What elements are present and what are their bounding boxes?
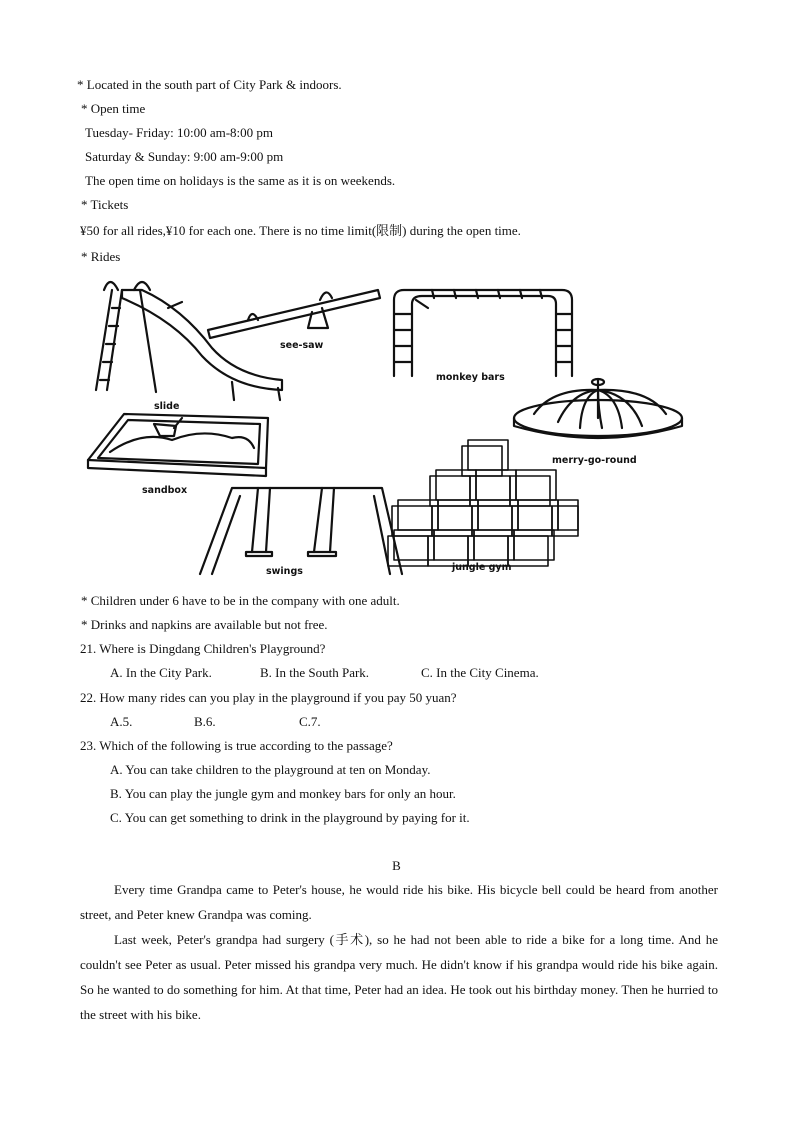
seesaw-label: see-saw: [280, 340, 324, 351]
seesaw-drawing: [208, 290, 380, 338]
location-line: * Located in the south part of City Park & indoors.: [77, 77, 342, 92]
merry-go-round-drawing: [514, 379, 682, 438]
section-b-heading: B: [392, 858, 401, 873]
jungle-gym-drawing: [388, 440, 578, 566]
rides-heading: * Rides: [81, 249, 121, 264]
children-note: * Children under 6 have to be in the company with one adult.: [81, 593, 400, 608]
holiday-note: The open time on holidays is the same as it is on weekends.: [85, 173, 396, 188]
question-23-option-a[interactable]: A. You can take children to the playground at ten on Monday.: [110, 762, 431, 777]
section-b-paragraph-2: Last week, Peter's grandpa had surgery (手术), so he had not been able to ride a bike for a long time. And he couldn't see Peter as usual. Peter missed his grandpa very much. He didn't know if his grandpa would ride his bike again. So he wanted to do something for him. At that time, Peter had an idea. He took out his birthday money. Then he hurried to the street with his bike.: [80, 932, 718, 1022]
question-21-option-b[interactable]: B. In the South Park.: [260, 665, 370, 680]
weekday-hours: Tuesday- Friday: 10:00 am-8:00 pm: [85, 125, 274, 140]
slide-label: slide: [154, 401, 180, 412]
question-23-option-c[interactable]: C. You can get something to drink in the playground by paying for it.: [110, 810, 470, 825]
merry-go-round-label: merry-go-round: [552, 455, 637, 466]
section-b-paragraph-1: Every time Grandpa came to Peter's house, he would ride his bike. His bicycle bell could be heard from another street, and Peter knew Grandpa was coming.: [80, 882, 718, 922]
swings-label: swings: [266, 566, 303, 577]
rides-illustration: [82, 268, 700, 580]
sandbox-label: sandbox: [142, 485, 188, 496]
question-21-option-a[interactable]: A. In the City Park.: [110, 665, 212, 680]
drinks-note: * Drinks and napkins are available but not free.: [81, 617, 328, 632]
question-22-option-a[interactable]: A.5.: [110, 714, 133, 729]
question-22-option-c[interactable]: C.7.: [299, 714, 321, 729]
question-23: 23. Which of the following is true according to the passage?: [80, 738, 393, 753]
question-21-option-c[interactable]: C. In the City Cinema.: [421, 665, 539, 680]
question-21: 21. Where is Dingdang Children's Playground?: [80, 641, 326, 656]
monkey-bars-drawing: [394, 290, 572, 376]
swings-drawing: [200, 488, 402, 574]
tickets-text: ¥50 for all rides,¥10 for each one. There is no time limit(限制) during the open time.: [80, 223, 521, 238]
question-22: 22. How many rides can you play in the playground if you pay 50 yuan?: [80, 690, 457, 705]
slide-drawing: [96, 282, 282, 400]
monkey-bars-label: monkey bars: [436, 372, 505, 383]
open-time-heading: * Open time: [81, 101, 146, 116]
tickets-heading: * Tickets: [81, 197, 129, 212]
weekend-hours: Saturday & Sunday: 9:00 am-9:00 pm: [85, 149, 284, 164]
sandbox-drawing: [88, 414, 268, 476]
jungle-gym-label: jungle gym: [452, 562, 512, 573]
question-22-option-b[interactable]: B.6.: [194, 714, 216, 729]
question-23-option-b[interactable]: B. You can play the jungle gym and monkey bars for only an hour.: [110, 786, 456, 801]
